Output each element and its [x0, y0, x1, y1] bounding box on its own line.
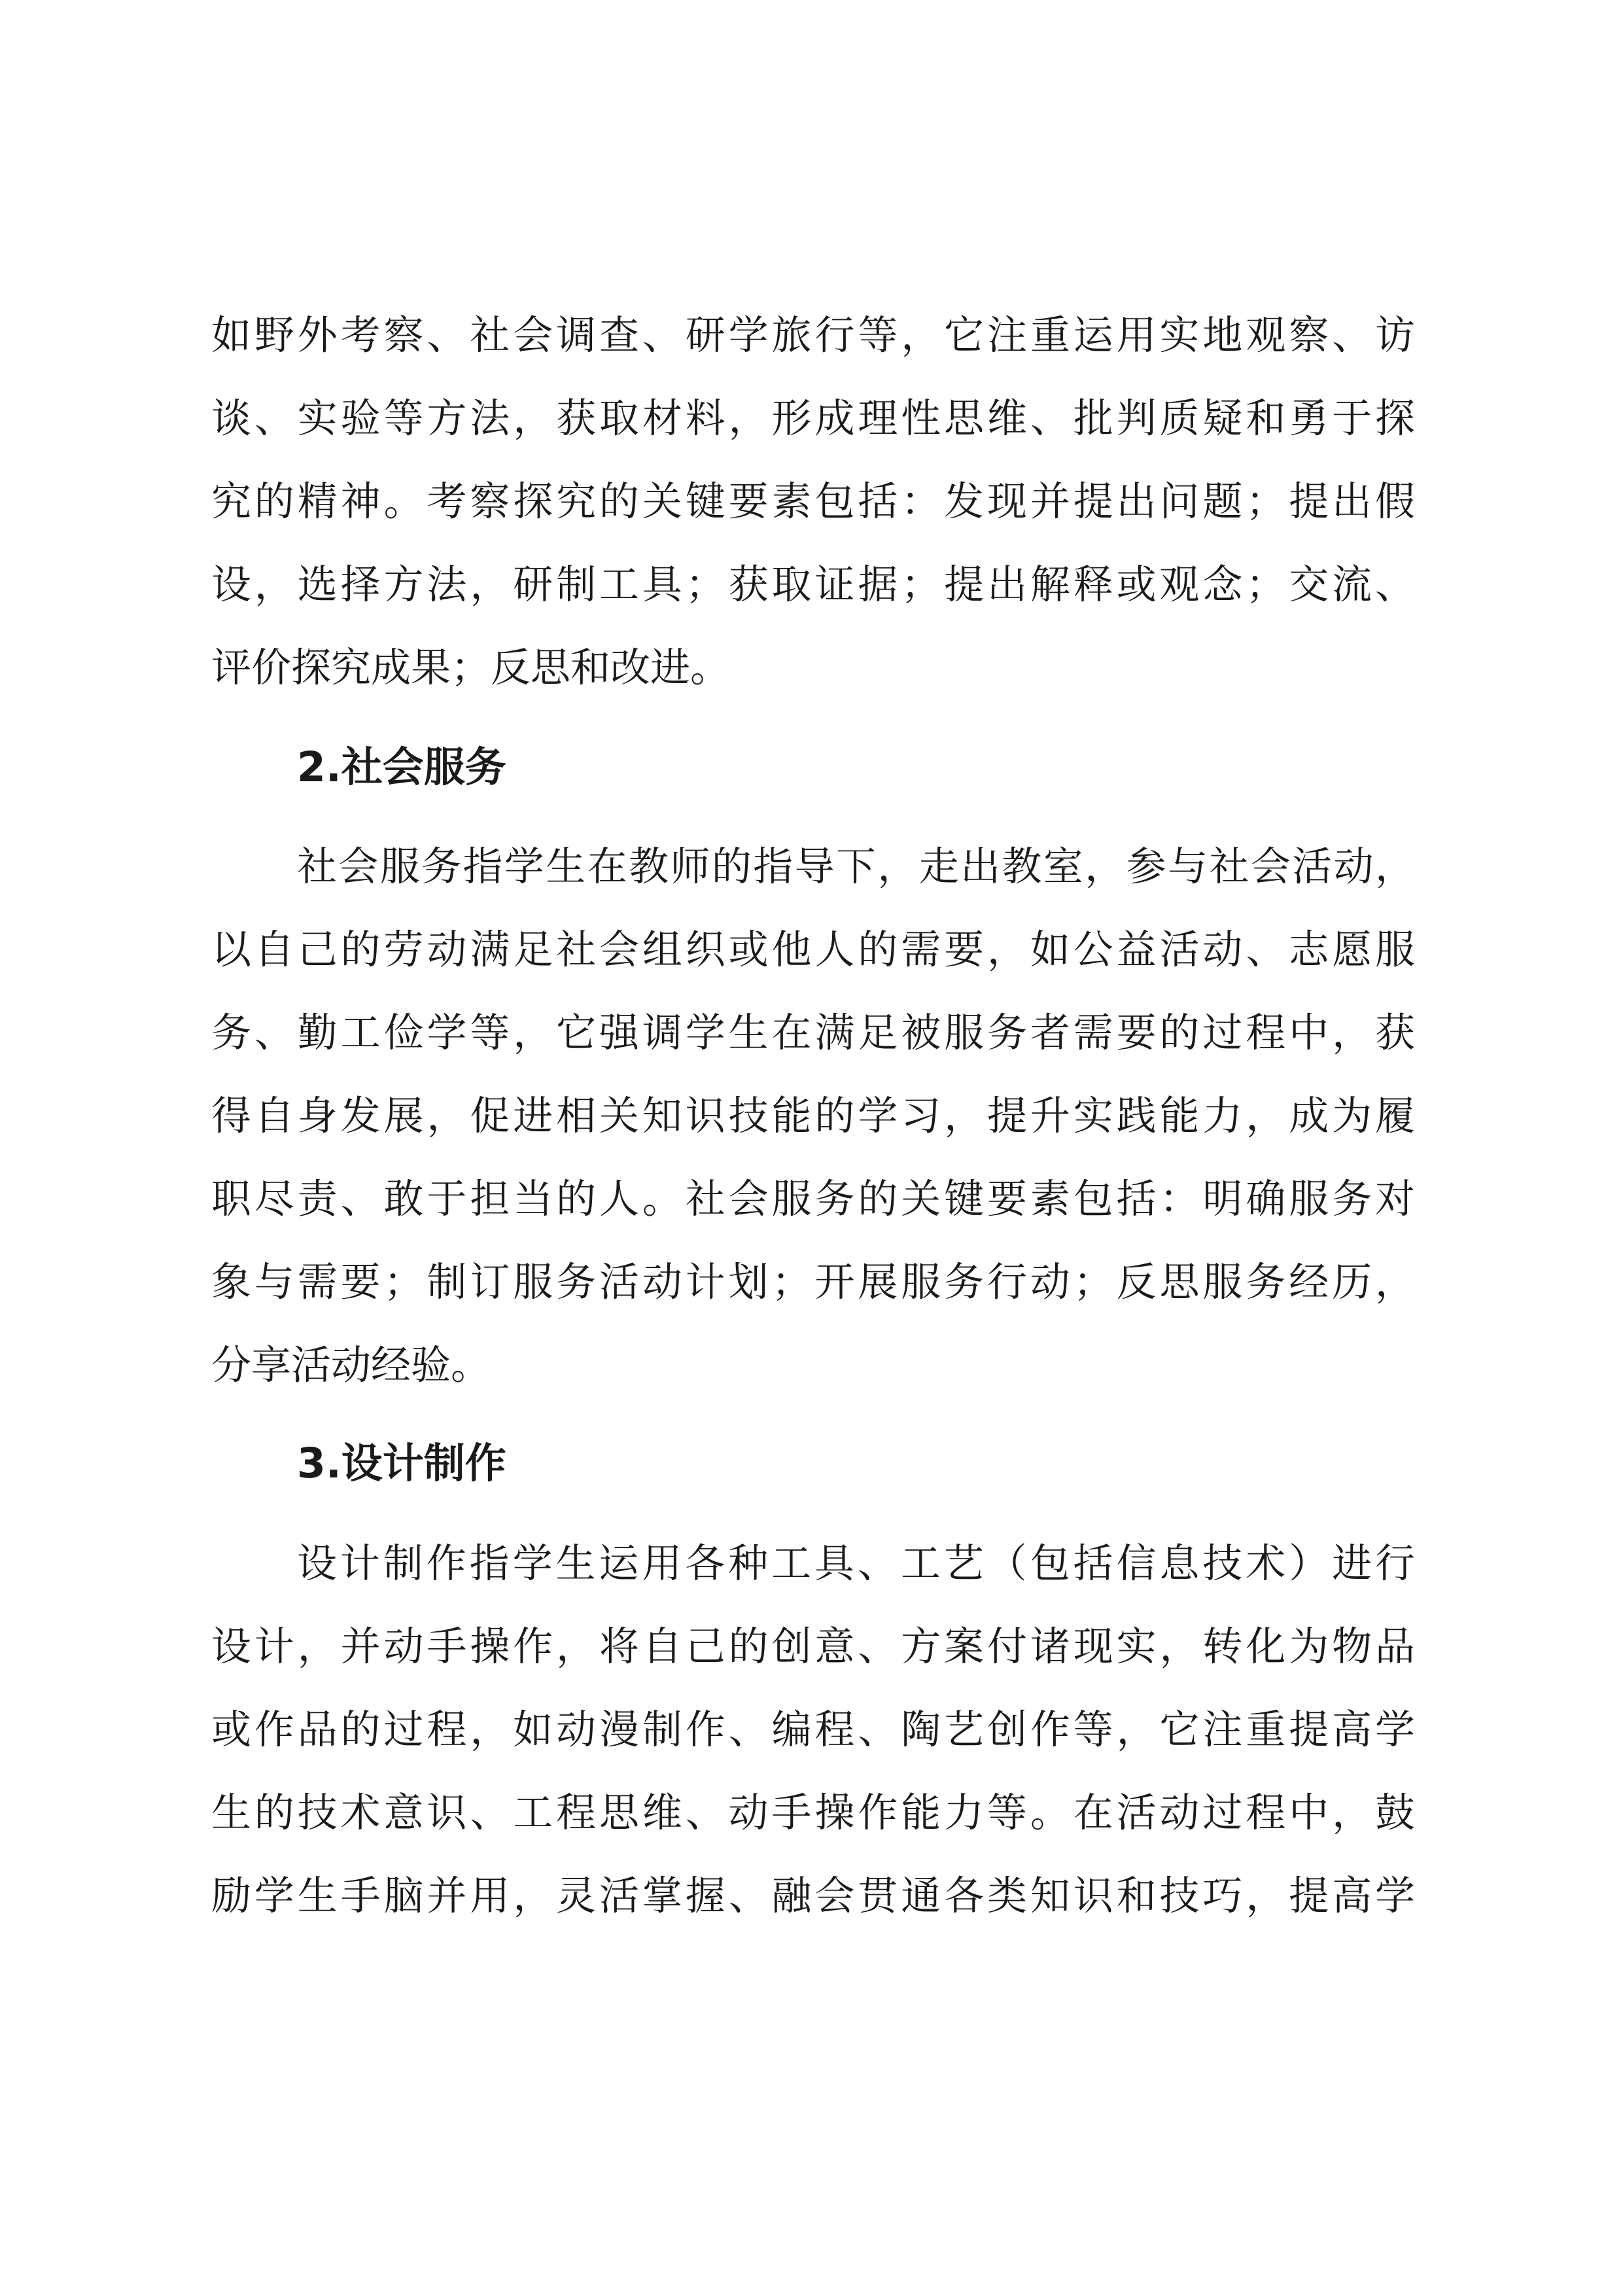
section-heading: 2.社会服务: [297, 743, 506, 791]
paragraph-line: 设，选择方法，研制工具；获取证据；提出解释或观念；交流、: [211, 561, 1415, 608]
paragraph-line: 职尽责、敢于担当的人。社会服务的关键要素包括：明确服务对: [211, 1176, 1415, 1222]
paragraph-line: 以自己的劳动满足社会组织或他人的需要，如公益活动、志愿服: [211, 927, 1415, 973]
paragraph-line: 得自身发展，促进相关知识技能的学习，提升实践能力，成为履: [211, 1093, 1415, 1139]
paragraph-line: 究的精神。考察探究的关键要素包括：发现并提出问题；提出假: [211, 478, 1415, 525]
paragraph-line: 设计制作指学生运用各种工具、工艺（包括信息技术）进行: [297, 1540, 1415, 1587]
paragraph-line: 社会服务指学生在教师的指导下，走出教室，参与社会活动，: [297, 843, 1415, 890]
paragraph-line: 设计，并动手操作，将自己的创意、方案付诸现实，转化为物品: [211, 1623, 1415, 1670]
paragraph-line: 或作品的过程，如动漫制作、编程、陶艺创作等，它注重提高学: [211, 1706, 1415, 1753]
paragraph-line: 务、勤工俭学等，它强调学生在满足被服务者需要的过程中，获: [211, 1010, 1415, 1056]
paragraph-line: 如野外考察、社会调查、研学旅行等，它注重运用实地观察、访: [211, 312, 1415, 359]
section-heading: 3.设计制作: [297, 1439, 506, 1487]
paragraph-line: 象与需要；制订服务活动计划；开展服务行动；反思服务经历，: [211, 1259, 1415, 1305]
paragraph-line: 生的技术意识、工程思维、动手操作能力等。在活动过程中，鼓: [211, 1790, 1415, 1836]
paragraph-line: 谈、实验等方法，获取材料，形成理性思维、批判质疑和勇于探: [211, 395, 1415, 442]
paragraph-line: 励学生手脑并用，灵活掌握、融会贯通各类知识和技巧，提高学: [211, 1873, 1415, 1919]
paragraph-line: 评价探究成果；反思和改进。: [211, 645, 731, 691]
paragraph-line: 分享活动经验。: [211, 1342, 491, 1388]
